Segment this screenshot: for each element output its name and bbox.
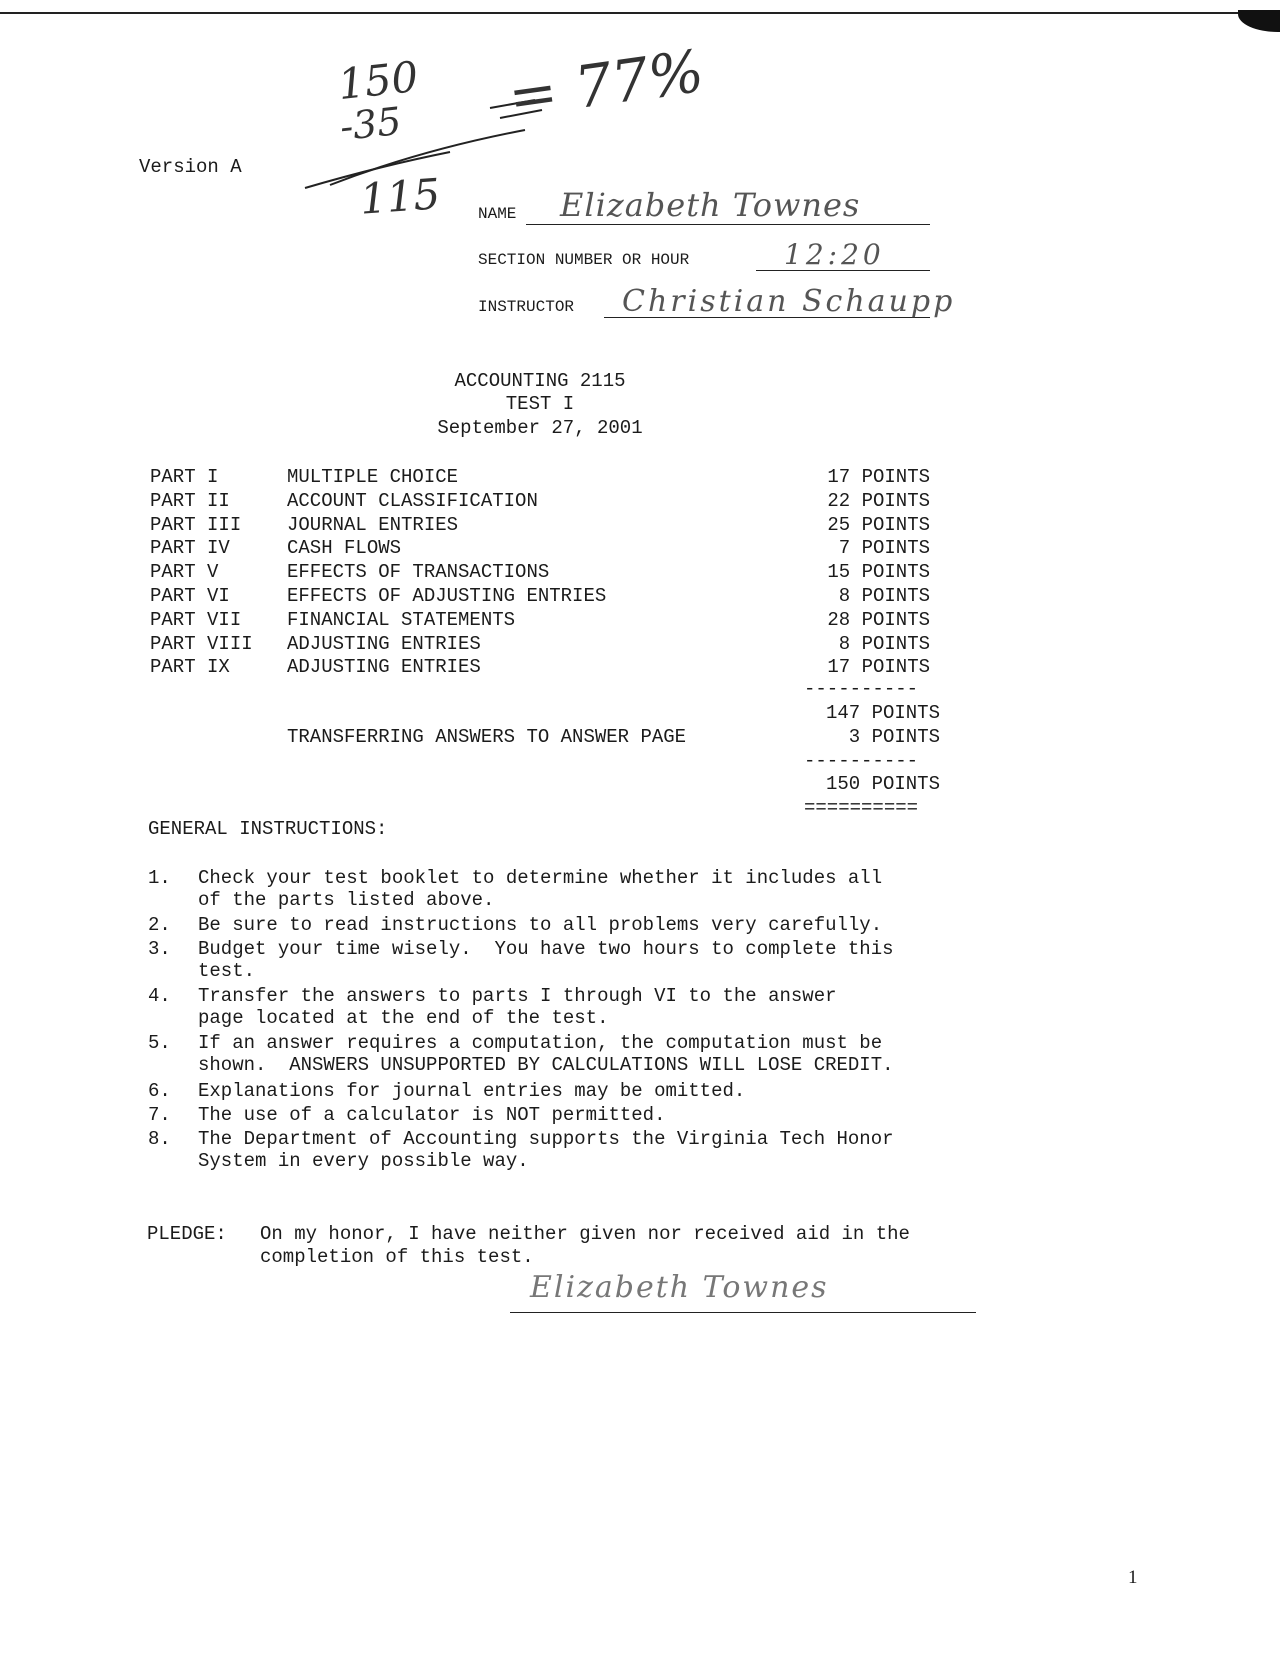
part-points: 8 POINTS bbox=[838, 632, 930, 655]
part-name: JOURNAL ENTRIES bbox=[287, 513, 459, 536]
parts-row bbox=[150, 609, 940, 633]
section-label: SECTION NUMBER OR HOUR bbox=[478, 251, 690, 269]
part-number: PART VII bbox=[150, 608, 242, 631]
transfer-label: TRANSFERRING ANSWERS TO ANSWER PAGE bbox=[287, 726, 687, 748]
part-number: PART IV bbox=[150, 537, 230, 560]
section-value: 12:20 bbox=[784, 238, 885, 271]
instruction-text: Transfer the answers to parts I through VI to the answer page located at the end of the test. bbox=[198, 985, 837, 1029]
scan-edge-line bbox=[0, 12, 1280, 14]
name-underline bbox=[526, 224, 930, 225]
part-number: PART I bbox=[150, 466, 219, 488]
instructor-value: Christian Schaupp bbox=[622, 284, 956, 319]
subtotal-dashes: ---------- bbox=[804, 678, 919, 700]
score-line-2: -35 bbox=[337, 98, 404, 150]
parts-row bbox=[150, 656, 940, 680]
pledge-text: On my honor, I have neither given nor received aid in the completion of this test. bbox=[260, 1223, 910, 1268]
total-points: 150 POINTS bbox=[825, 773, 940, 795]
part-points: 7 POINTS bbox=[838, 537, 930, 560]
transfer-points: 3 POINTS bbox=[848, 726, 940, 748]
part-name: EFFECTS OF ADJUSTING ENTRIES bbox=[287, 585, 607, 607]
name-value: Elizabeth Townes bbox=[560, 186, 861, 224]
pledge-label: PLEDGE: bbox=[147, 1223, 227, 1245]
pledge-signature: Elizabeth Townes bbox=[530, 1270, 829, 1305]
total-double-rule: ========== bbox=[804, 797, 919, 819]
score-line-3: 115 bbox=[358, 169, 442, 224]
part-points: 17 POINTS bbox=[827, 656, 930, 679]
instruction-text: The use of a calculator is NOT permitted. bbox=[198, 1104, 666, 1126]
instruction-text: If an answer requires a computation, the computation must be shown. ANSWERS UNSUPPORTED BY CALCULATIONS WILL LOSE CREDIT. bbox=[198, 1032, 894, 1076]
page-number: 1 bbox=[1128, 1567, 1138, 1588]
instructions-heading: GENERAL INSTRUCTIONS: bbox=[148, 818, 388, 840]
version-label: Version A bbox=[139, 156, 242, 178]
instruction-text: Be sure to read instructions to all problems very carefully. bbox=[198, 914, 883, 936]
part-name: FINANCIAL STATEMENTS bbox=[287, 608, 516, 631]
part-name: ADJUSTING ENTRIES bbox=[287, 632, 481, 655]
instruction-text: Check your test booklet to determine whether it includes all of the parts listed above. bbox=[198, 867, 883, 911]
instruction-number: 3. bbox=[148, 938, 171, 960]
course-title: ACCOUNTING 2115 bbox=[454, 370, 626, 392]
part-points: 8 POINTS bbox=[838, 585, 930, 607]
parts-row bbox=[150, 490, 940, 514]
part-number: PART IX bbox=[150, 656, 230, 679]
parts-row bbox=[150, 537, 940, 561]
test-title: TEST I bbox=[505, 393, 575, 415]
instruction-text: Budget your time wisely. You have two hours to complete this test. bbox=[198, 938, 894, 982]
instruction-number: 7. bbox=[148, 1104, 171, 1126]
part-name: ACCOUNT CLASSIFICATION bbox=[287, 489, 538, 512]
instruction-number: 5. bbox=[148, 1032, 171, 1054]
instruction-number: 6. bbox=[148, 1080, 171, 1102]
scan-corner-mark bbox=[1238, 10, 1280, 32]
part-number: PART III bbox=[150, 513, 242, 536]
name-label: NAME bbox=[478, 205, 517, 223]
part-name: EFFECTS OF TRANSACTIONS bbox=[287, 561, 550, 584]
subtotal-points: 147 POINTS bbox=[825, 702, 940, 724]
part-name: MULTIPLE CHOICE bbox=[287, 466, 459, 488]
instruction-text: The Department of Accounting supports the Virginia Tech Honor System in every possible way. bbox=[198, 1128, 894, 1172]
part-name: ADJUSTING ENTRIES bbox=[287, 656, 481, 679]
part-number: PART VI bbox=[150, 585, 230, 607]
test-date: September 27, 2001 bbox=[437, 417, 643, 439]
instruction-number: 8. bbox=[148, 1128, 171, 1150]
parts-row bbox=[150, 585, 940, 609]
part-number: PART II bbox=[150, 489, 230, 512]
signature-line bbox=[510, 1312, 976, 1313]
parts-row bbox=[150, 561, 940, 585]
instructor-label: INSTRUCTOR bbox=[478, 298, 575, 316]
instruction-number: 2. bbox=[148, 914, 171, 936]
score-line-1: 150 bbox=[335, 51, 421, 110]
part-points: 22 POINTS bbox=[827, 489, 930, 512]
part-number: PART V bbox=[150, 561, 219, 584]
part-points: 15 POINTS bbox=[827, 561, 930, 584]
instruction-text: Explanations for journal entries may be omitted. bbox=[198, 1080, 746, 1102]
part-number: PART VIII bbox=[150, 632, 253, 655]
total-dashes: ---------- bbox=[804, 750, 919, 772]
part-points: 28 POINTS bbox=[827, 608, 930, 631]
parts-row bbox=[150, 466, 940, 490]
part-points: 25 POINTS bbox=[827, 513, 930, 536]
score-percent: = 77% bbox=[504, 36, 708, 132]
parts-row bbox=[150, 514, 940, 538]
instruction-number: 1. bbox=[148, 867, 171, 889]
instruction-number: 4. bbox=[148, 985, 171, 1007]
part-name: CASH FLOWS bbox=[287, 537, 402, 560]
part-points: 17 POINTS bbox=[827, 466, 930, 488]
parts-row bbox=[150, 633, 940, 657]
